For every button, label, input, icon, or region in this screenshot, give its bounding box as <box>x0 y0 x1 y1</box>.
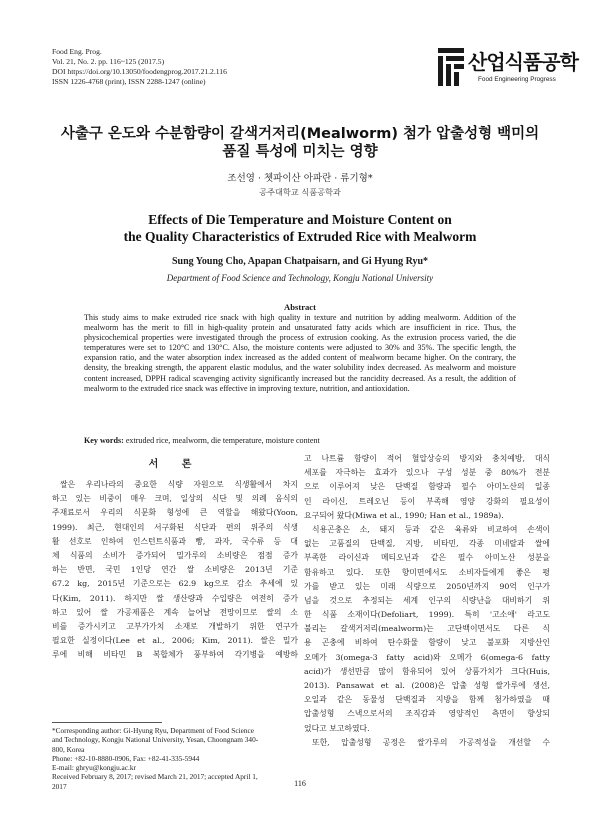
body-text-line: 불리는 갈색거저리(mealworm)는 고단백이면서도 다른 식 <box>304 624 550 634</box>
english-affiliation: Department of Food Science and Technology, Kongju National University <box>166 273 434 283</box>
journal-issn: ISSN 1226-4768 (print), ISSN 2288-1247 (online) <box>52 77 206 86</box>
body-text-line: 인 라이신, 트레오닌 등이 부족해 영양 강화의 필요성이 <box>304 496 550 506</box>
keywords-label: Key words: <box>84 436 124 445</box>
body-text-line: 67.2 kg, 2015년 기준으로는 62.9 kg으로 감소 추세에 있 <box>52 579 298 589</box>
body-text-line: 하고 있는 비중이 매우 크며, 일상의 식단 및 의례 음식의 <box>52 494 298 504</box>
body-text-line: 또한, 압출성형 공정은 쌀가루의 가공적성을 개선할 수 <box>312 737 550 747</box>
footnote-line: Phone: +82-10-8880-0906, Fax: +82-41-335-5944 <box>52 753 200 763</box>
body-text-line: 요구되어 왔다(Miwa et al., 1990; Han et al., 1989a). <box>304 510 504 520</box>
body-text-line: 식용곤충은 소, 돼지 등과 같은 육류와 비교하여 손색이 <box>312 524 550 534</box>
body-text-line: 넘을 것으로 추정되는 세계 인구의 식량난을 대비하기 위 <box>304 595 550 605</box>
body-text-line: 2013). Pansawat et al. (2008)은 압출 성형 쌀가루에 생선, <box>304 681 550 690</box>
left-column-body <box>52 478 298 662</box>
english-authors: Sung Young Cho, Apapan Chatpaisarn, and Gi Hyung Ryu* <box>171 256 429 267</box>
right-column-body <box>304 452 550 750</box>
body-text-line: 부족한 라이신과 메티오닌과 같은 필수 아미노산 성분을 <box>304 553 550 563</box>
footnote-line: 800, Korea <box>52 744 85 754</box>
body-text-line: 으로 이루어져 낮은 단백질 함량과 필수 아미노산의 일종 <box>304 482 550 492</box>
footnote-line: Received February 8, 2017; revised March 21, 2017; accepted April 1, <box>52 772 258 782</box>
body-text-line: 고 나트륨 함량이 적어 혈압상승의 방지와 충치예방, 대식 <box>304 454 550 463</box>
abstract-heading: Abstract <box>284 302 316 312</box>
footnote-line: *Corresponding author: Gi-Hyung Ryu, Department of Food Science <box>52 726 254 735</box>
body-text-line: 쌀은 우리나라의 중요한 식량 자원으로 식생활에서 차지 <box>60 480 298 489</box>
journal-doi[interactable]: DOI https://doi.org/10.13050/foodengprog.2017.21.2.116 <box>52 67 227 76</box>
korean-authors: 조선영 · 쳇파이산 아파란 · 류기형* <box>227 173 373 184</box>
body-text-line: 하고 있어 쌀 가공제품은 계속 늘어날 전망이므로 쌀의 소 <box>52 607 298 617</box>
body-text-line: 주재료로서 우리의 식문화 형성에 큰 역할을 해왔다(Yoon, <box>52 508 298 518</box>
page-number: 116 <box>294 779 306 788</box>
section-heading-introduction: 서 론 <box>148 459 202 470</box>
logo-mark-icon <box>438 48 464 86</box>
body-text-line: 용 곤충에 비하여 탄수화물 함량이 낮고 불포화 지방산인 <box>304 638 550 648</box>
body-text-line: 체 식품의 소비가 증가되어 밀가루의 소비량은 점점 증가 <box>52 550 298 560</box>
left-column <box>52 452 298 662</box>
journal-volume: Vol. 21, No. 2. pp. 116~125 (2017.5) <box>52 57 165 66</box>
abstract-body: This study aims to make extruded rice snack with high quality in texture and nutrition by adding mealworm. Addition of the mealworm has the merit to fill in high-quality protein and unsaturated fatty acids which are insufficient in rice. Thus, the physicochemical properties were investigated through the process of extrusion cooking. As the extrusion process varied, the die temperatures were set to 120°C and 130°C. Also, the moisture contents were adjusted to 30% and 35%. The specific length, the expansion ratio, and the water absorption index increased as the added content of mealworm became higher. On the contrary, the density, the breaking strength, the apparent elastic modulus, and the water solubility index decreased. As mealworm and moisture content increased, DPPH radical scavenging activity significantly increased but the rancidity decreased. As a result, the addition of mealworm to the extruded rice snack was effective in improving texture, nutrition, and antioxidation. <box>84 313 516 393</box>
body-text-line: 없는 고품질의 단백질, 지방, 비타민, 각종 미네랄과 쌀에 <box>304 539 550 549</box>
body-text-line: 압출성형 스낵으로서의 조직감과 영양적인 측면이 향상되 <box>304 709 550 719</box>
body-text-line: 필요한 실정이다(Lee et al., 2006; Kim, 2011). 쌀은 밀가 <box>52 636 298 646</box>
body-text-line: 함유하고 있다. 또한 향미면에서도 소비자들에게 좋은 평 <box>304 567 550 577</box>
logo-text: 산업식품공학 <box>468 50 578 74</box>
body-text-line: 었다고 보고하였다. <box>304 723 370 733</box>
body-text-line: 오일과 같은 동물성 단백질과 지방을 함께 첨가하였을 때 <box>304 695 550 705</box>
body-text-line: acid)가 생선만큼 많이 함유되어 있어 상품가치가 크다(Huis, <box>304 666 550 676</box>
journal-logo <box>438 46 578 92</box>
body-text-line: 가를 받고 있는 미래 식량으로 2050년까지 90억 인구가 <box>304 581 550 591</box>
english-title-line-1: Effects of Die Temperature and Moisture Content on <box>148 212 452 227</box>
footnote-line: 2017 <box>52 781 67 791</box>
footnote-line: E-mail: ghryu@kongju.ac.kr <box>52 763 136 773</box>
korean-affiliation: 공주대학교 식품공학과 <box>259 187 341 197</box>
body-text-line: 하는 반면, 국민 1인당 연간 쌀 소비량은 2013년 기준 <box>52 565 298 575</box>
korean-title-line-1: 사출구 온도와 수분함량이 갈색거저리(Mealworm) 첨가 압출성형 백미의 <box>60 126 540 142</box>
body-text-line: 비를 증가시키고 고부가가치 소재로 개발하기 위한 연구가 <box>52 621 298 631</box>
body-text-line: 활 선호로 인하여 인스턴트식품과 빵, 과자, 국수류 등 대 <box>52 536 298 546</box>
body-text-line: 한 식품 소재이다(Defoliart, 1999). 특히 '고소애' 라고도 <box>304 610 550 620</box>
keywords <box>84 436 516 445</box>
footnote-divider <box>52 722 162 723</box>
keywords-list: extruded rice, mealworm, die temperature, moisture content <box>125 436 320 445</box>
body-text-line: 세포를 자극하는 효과가 있으나 구성 성분 중 80%가 전분 <box>304 468 550 478</box>
body-text-line: 오메가 3(omega-3 fatty acid)와 오메가 6(omega-6 fatty <box>304 652 550 662</box>
body-text-line: 1999). 최근, 현대인의 서구화된 식단과 편의 위주의 식생 <box>52 522 298 532</box>
journal-header <box>52 47 227 87</box>
right-column <box>304 452 550 750</box>
footnote-line: and Technology, Kongju National University, Yesan, Choongnam 340- <box>52 735 259 745</box>
journal-name: Food Eng. Prog. <box>52 47 102 56</box>
logo-subtitle: Food Engineering Progress <box>478 76 556 83</box>
korean-title-line-2: 품질 특성에 미치는 영향 <box>222 144 378 160</box>
body-text-line: 루에 비해 비타민 B 복합체가 풍부하여 각기병을 예방하 <box>52 650 298 660</box>
body-text-line: 다(Kim, 2011). 하지만 쌀 생산량과 수입량은 여전히 증가 <box>52 593 298 603</box>
english-title-line-2: the Quality Characteristics of Extruded Rice with Mealworm <box>123 229 477 244</box>
